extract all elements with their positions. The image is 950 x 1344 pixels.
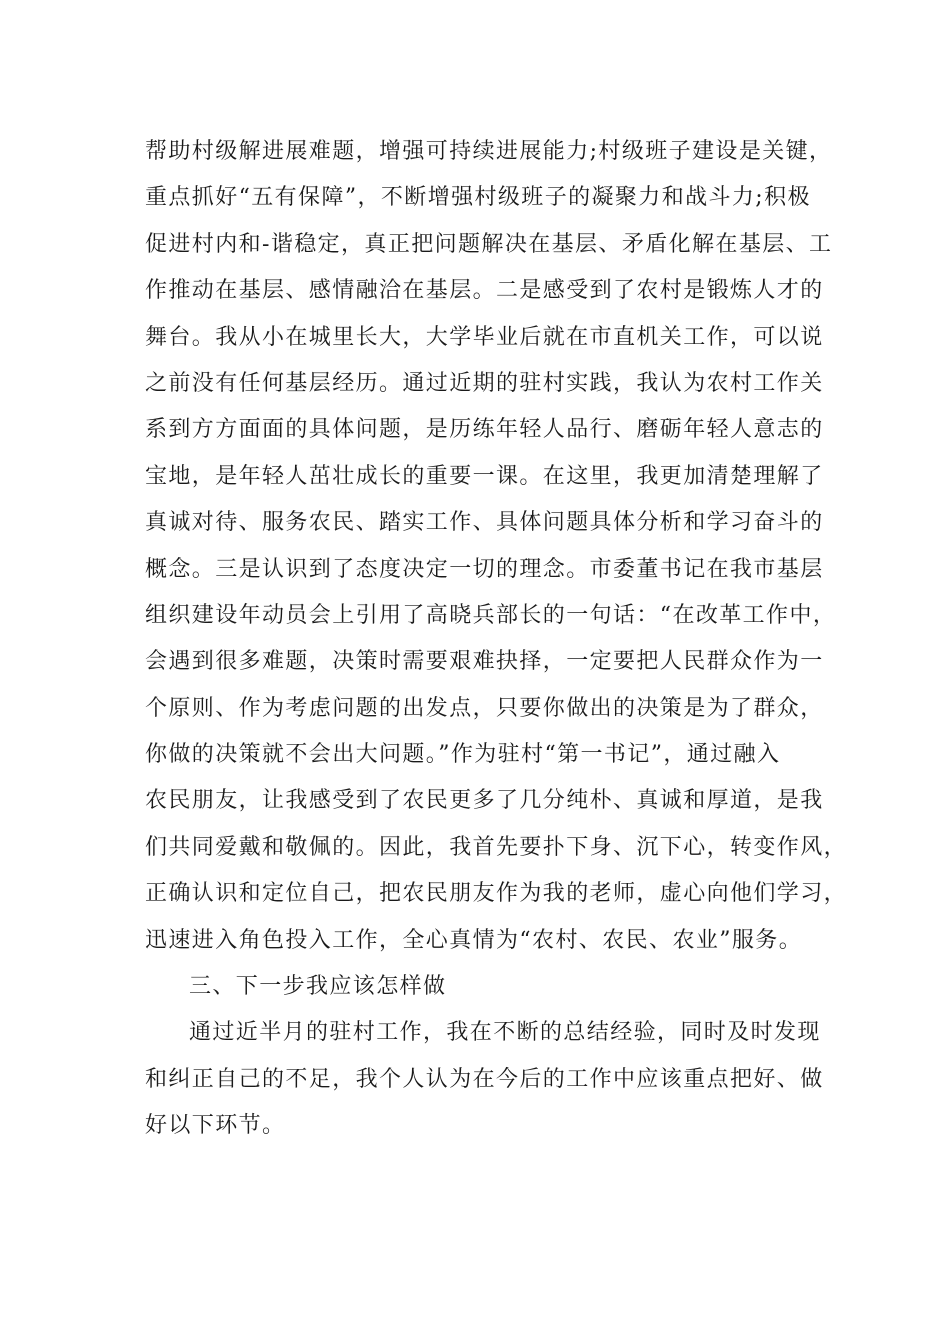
document-body [145,129,848,1150]
body-line: 真诚对待、服务农民、踏实工作、具体问题具体分析和学习奋斗的 [145,510,824,536]
body-line: 会遇到很多难题，决策时需要艰难抉择，一定要把人民群众作为一 [145,649,824,675]
body-line: 农民朋友，让我感受到了农民更多了几分纯朴、真诚和厚道，是我 [145,788,824,814]
body-line: 促进村内和-谐稳定，真正把问题解决在基层、矛盾化解在基层、工 [145,231,833,257]
body-line: 重点抓好“五有保障”，不断增强村级班子的凝聚力和战斗力;积极 [145,185,811,211]
body-line: 们共同爱戴和敬佩的。因此，我首先要扑下身、沉下心，转变作风， [145,834,848,860]
body-line: 舞台。我从小在城里长大，大学毕业后就在市直机关工作，可以说 [145,324,824,350]
body-line: 概念。三是认识到了态度决定一切的理念。市委董书记在我市基层 [145,556,824,582]
body-line: 系到方方面面的具体问题，是历练年轻人品行、磨砺年轻人意志的 [145,417,824,443]
body-line: 组织建设年动员会上引用了高晓兵部长的一句话：“在改革工作中， [145,602,837,628]
body-line: 个原则、作为考虑问题的出发点，只要你做出的决策是为了群众， [145,695,824,721]
body-line: 正确认识和定位自己，把农民朋友作为我的老师，虚心向他们学习， [145,881,848,907]
body-line: 之前没有任何基层经历。通过近期的驻村实践，我认为农村工作关 [145,370,824,396]
closing-line: 好以下环节。 [145,1113,286,1139]
closing-line: 通过近半月的驻村工作，我在不断的总结经验，同时及时发现 [189,1020,821,1046]
body-line: 帮助村级解进展难题，增强可持续进展能力;村级班子建设是关键， [145,139,833,164]
body-line: 你做的决策就不会出大问题。”作为驻村“第一书记”，通过融入 [145,742,781,768]
closing-line: 和纠正自己的不足，我个人认为在今后的工作中应该重点把好、做 [145,1066,824,1092]
body-line: 作推动在基层、感情融洽在基层。二是感受到了农村是锻炼人才的 [145,278,824,304]
body-line: 迅速进入角色投入工作，全心真情为“农村、农民、农业”服务。 [145,927,803,953]
body-line: 宝地，是年轻人茁壮成长的重要一课。在这里，我更加清楚理解了 [145,463,824,489]
section-heading: 三、下一步我应该怎样做 [189,974,447,1000]
